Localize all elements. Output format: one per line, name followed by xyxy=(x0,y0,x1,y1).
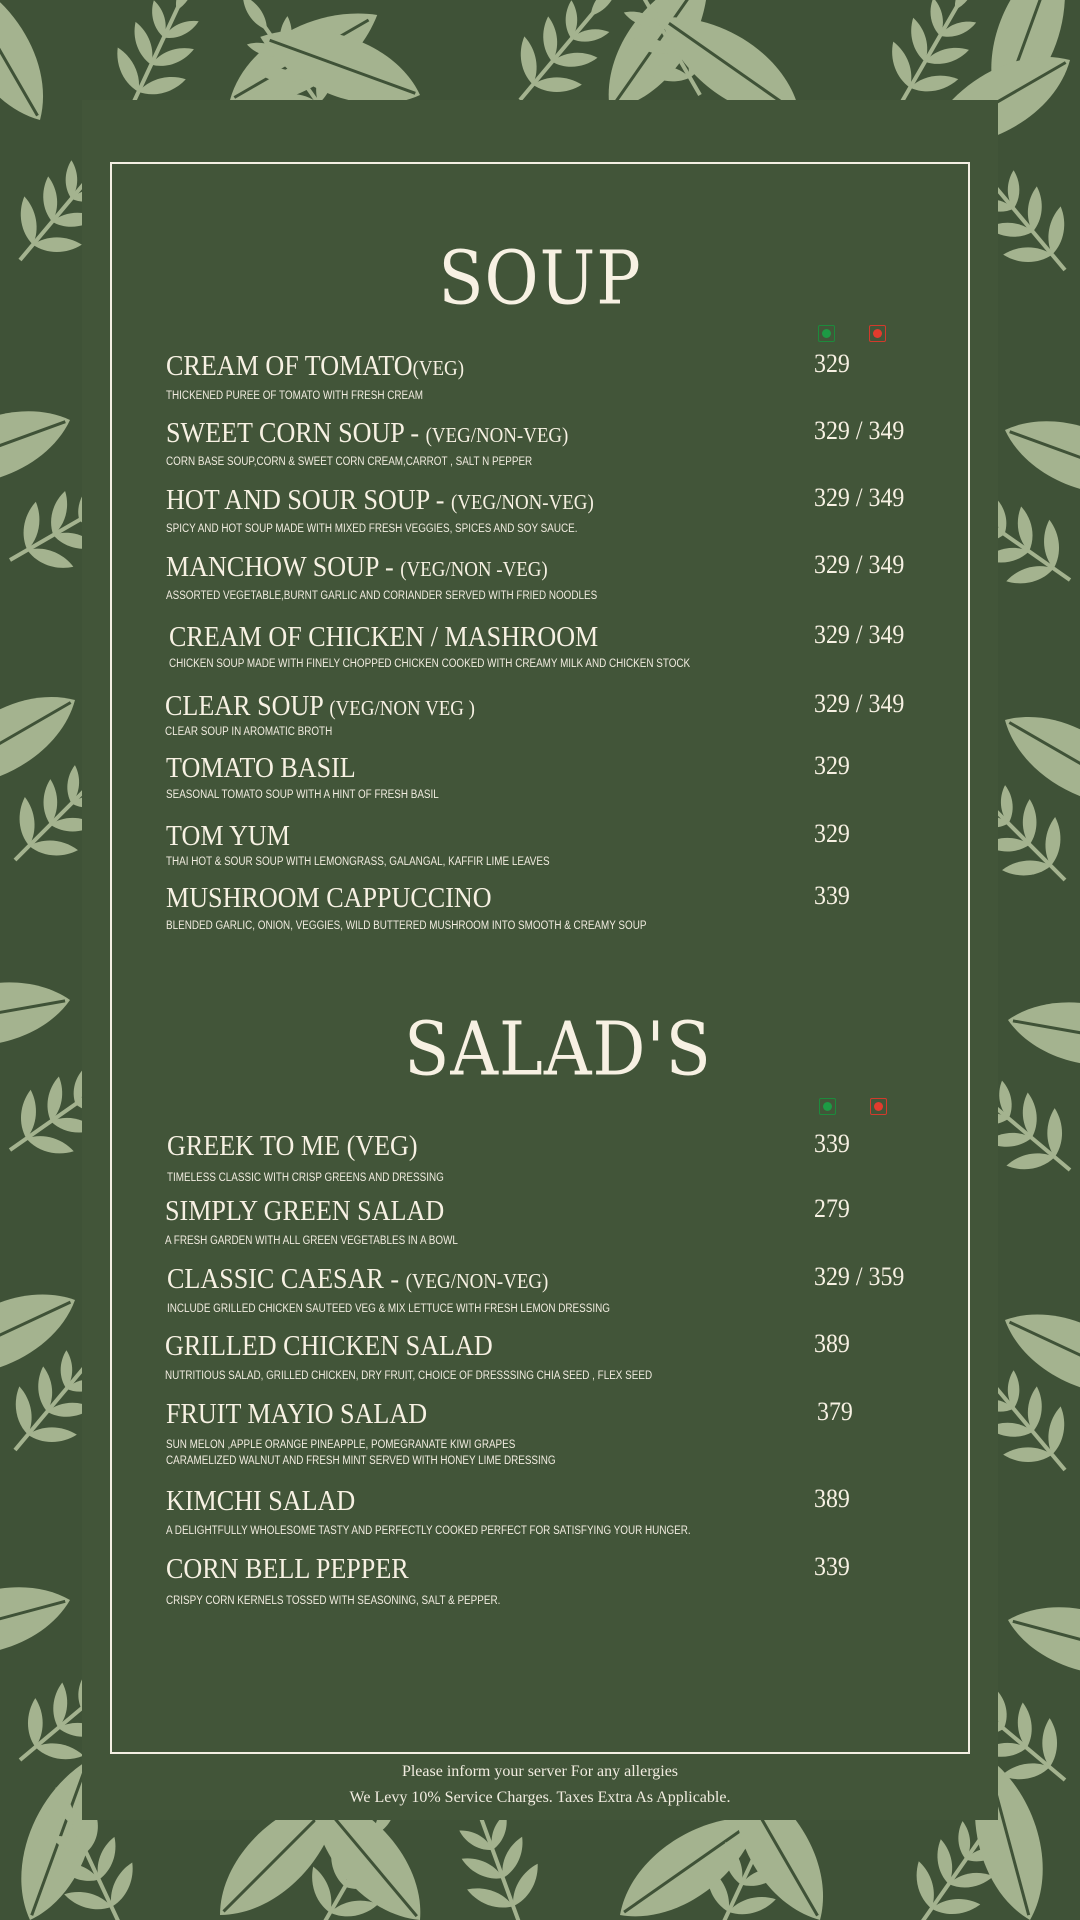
menu-item xyxy=(0,1553,1080,1623)
item-price: 339 xyxy=(814,881,850,910)
item-description: TIMELESS CLASSIC WITH CRISP GREENS AND DRESSING xyxy=(167,1172,444,1184)
item-name xyxy=(166,551,548,584)
soup-section-title: SOUP xyxy=(438,235,642,322)
item-name xyxy=(167,1130,418,1163)
item-name xyxy=(166,484,594,517)
item-title: CORN BELL PEPPER xyxy=(166,1553,409,1585)
item-description: INCLUDE GRILLED CHICKEN SAUTEED VEG & MIX LETTUCE WITH FRESH LEMON DRESSING xyxy=(167,1303,610,1315)
item-description: CRISPY CORN KERNELS TOSSED WITH SEASONING, SALT & PEPPER. xyxy=(166,1595,501,1607)
menu-item xyxy=(0,621,1080,691)
service-charge-notice: We Levy 10% Service Charges. Taxes Extra As Applicable. xyxy=(349,1789,731,1806)
menu-item xyxy=(0,882,1080,952)
item-title: TOMATO BASIL xyxy=(166,752,356,784)
salads-section-title: SALAD'S xyxy=(404,1006,712,1093)
item-description: A FRESH GARDEN WITH ALL GREEN VEGETABLES IN A BOWL xyxy=(165,1235,458,1247)
item-diet-tag: (VEG/NON-VEG) xyxy=(425,423,569,447)
item-price: 329 / 349 xyxy=(814,550,905,579)
item-description: SEASONAL TOMATO SOUP WITH A HINT OF FRESH BASIL xyxy=(166,789,439,801)
item-description: CLEAR SOUP IN AROMATIC BROTH xyxy=(165,726,333,738)
menu-item xyxy=(0,752,1080,822)
item-name xyxy=(166,350,464,383)
menu-item xyxy=(0,820,1080,890)
menu-item xyxy=(0,1195,1080,1265)
item-price: 329 / 349 xyxy=(814,416,905,445)
menu-item xyxy=(0,1485,1080,1555)
item-price: 329 / 349 xyxy=(814,483,905,512)
item-name xyxy=(166,820,290,853)
item-diet-tag: (VEG/NON VEG ) xyxy=(329,696,475,720)
item-title: TOM YUM xyxy=(166,820,290,852)
item-name xyxy=(169,621,598,654)
item-price: 279 xyxy=(814,1194,850,1223)
item-name xyxy=(167,1263,548,1296)
item-title: GREEK TO ME (VEG) xyxy=(167,1130,418,1162)
item-name xyxy=(165,1330,493,1363)
menu-item xyxy=(0,350,1080,420)
non-veg-marker-icon xyxy=(870,1098,887,1115)
item-name xyxy=(166,1398,427,1431)
item-name xyxy=(166,752,356,785)
menu-item xyxy=(0,690,1080,760)
item-diet-tag: (VEG) xyxy=(412,356,465,380)
item-name xyxy=(166,1553,409,1586)
allergy-notice: Please inform your server For any allergies xyxy=(401,1763,679,1780)
item-title: MUSHROOM CAPPUCCINO xyxy=(166,882,492,914)
item-title: SIMPLY GREEN SALAD xyxy=(165,1195,445,1227)
item-name xyxy=(166,1485,355,1518)
item-title: GRILLED CHICKEN SALAD xyxy=(165,1330,493,1362)
veg-marker-icon xyxy=(819,1098,836,1115)
item-price: 379 xyxy=(817,1397,853,1426)
item-price: 329 xyxy=(814,349,850,378)
item-diet-tag: (VEG/NON-VEG) xyxy=(405,1269,549,1293)
item-title: SWEET CORN SOUP - xyxy=(166,417,426,449)
item-title: CLASSIC CAESAR - xyxy=(167,1263,406,1295)
item-price: 329 xyxy=(814,819,850,848)
item-name xyxy=(165,690,475,723)
item-title: CLEAR SOUP xyxy=(165,690,330,722)
item-description: BLENDED GARLIC, ONION, VEGGIES, WILD BUTTERED MUSHROOM INTO SMOOTH & CREAMY SOUP xyxy=(166,920,647,932)
item-price: 339 xyxy=(814,1552,850,1581)
item-name xyxy=(165,1195,444,1228)
item-name xyxy=(166,882,492,915)
item-title: KIMCHI SALAD xyxy=(166,1485,356,1517)
veg-marker-icon xyxy=(818,325,835,342)
item-description: SPICY AND HOT SOUP MADE WITH MIXED FRESH VEGGIES, SPICES AND SOY SAUCE. xyxy=(166,523,578,535)
item-diet-tag: (VEG/NON-VEG) xyxy=(450,490,594,514)
item-title: CREAM OF TOMATO xyxy=(166,350,413,382)
menu-item xyxy=(0,551,1080,621)
item-price: 329 xyxy=(814,751,850,780)
item-price: 389 xyxy=(814,1484,850,1513)
item-description: NUTRITIOUS SALAD, GRILLED CHICKEN, DRY FRUIT, CHOICE OF DRESSSING CHIA SEED , FLEX SEED xyxy=(165,1370,653,1382)
item-price: 329 / 349 xyxy=(814,620,905,649)
item-description: ASSORTED VEGETABLE,BURNT GARLIC AND CORIANDER SERVED WITH FRIED NOODLES xyxy=(166,590,598,602)
item-description: CARAMELIZED WALNUT AND FRESH MINT SERVED WITH HONEY LIME DRESSING xyxy=(166,1455,556,1467)
item-description: A DELIGHTFULLY WHOLESOME TASTY AND PERFECTLY COOKED PERFECT FOR SATISFYING YOUR HUNGER. xyxy=(166,1525,691,1537)
non-veg-marker-icon xyxy=(869,325,886,342)
menu-item xyxy=(0,1330,1080,1400)
item-price: 339 xyxy=(814,1129,850,1158)
item-title: CREAM OF CHICKEN / MASHROOM xyxy=(169,621,599,653)
menu-item xyxy=(0,1130,1080,1200)
item-name xyxy=(166,417,568,450)
menu-item xyxy=(0,484,1080,554)
item-price: 329 / 359 xyxy=(814,1262,905,1291)
item-price: 329 / 349 xyxy=(814,689,905,718)
item-description: SUN MELON ,APPLE ORANGE PINEAPPLE, POMEGRANATE KIWI GRAPES xyxy=(166,1439,516,1451)
item-diet-tag: (VEG/NON -VEG) xyxy=(400,557,548,581)
item-price: 389 xyxy=(814,1329,850,1358)
item-title: MANCHOW SOUP - xyxy=(166,551,401,583)
item-description: THICKENED PUREE OF TOMATO WITH FRESH CREAM xyxy=(166,390,423,402)
item-description: CHICKEN SOUP MADE WITH FINELY CHOPPED CHICKEN COOKED WITH CREAMY MILK AND CHICKEN STOCK xyxy=(169,658,691,670)
item-title: HOT AND SOUR SOUP - xyxy=(166,484,451,516)
menu-item xyxy=(0,1398,1080,1468)
menu-item xyxy=(0,1263,1080,1333)
item-description: CORN BASE SOUP,CORN & SWEET CORN CREAM,CARROT , SALT N PEPPER xyxy=(166,456,533,468)
item-description: THAI HOT & SOUR SOUP WITH LEMONGRASS, GALANGAL, KAFFIR LIME LEAVES xyxy=(166,856,550,868)
menu-item xyxy=(0,417,1080,487)
item-title: FRUIT MAYIO SALAD xyxy=(166,1398,428,1430)
